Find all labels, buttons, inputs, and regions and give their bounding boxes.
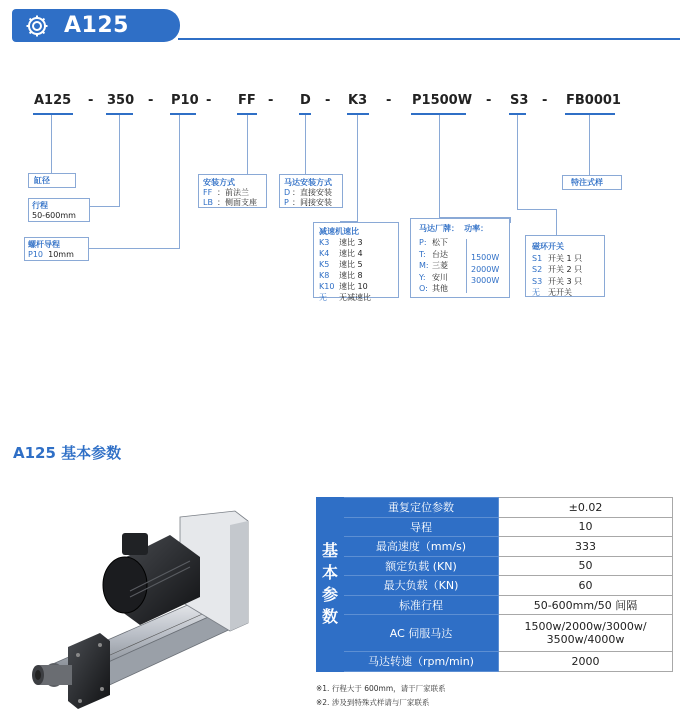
table-row bbox=[317, 595, 673, 615]
option-code: S1 bbox=[532, 253, 543, 263]
param-label: 最高速度（mm/s) bbox=[344, 537, 499, 557]
option-lead-box bbox=[24, 237, 89, 261]
footnote: ※2. 涉及到特殊式样请与厂家联系 bbox=[316, 698, 430, 707]
option-reducer-box bbox=[313, 222, 399, 302]
code-underline bbox=[347, 113, 369, 115]
option-title: 行程 bbox=[32, 201, 48, 210]
param-value: 50 bbox=[499, 556, 673, 576]
option-code: P bbox=[284, 198, 289, 207]
param-label: 重复定位参数 bbox=[344, 498, 499, 518]
table-row bbox=[317, 498, 673, 518]
option-code: S3 bbox=[532, 276, 543, 286]
param-value: 333 bbox=[499, 537, 673, 557]
code-mount: FF bbox=[238, 93, 256, 108]
code-reducer: K3 bbox=[348, 93, 368, 108]
option-power: 2000W bbox=[471, 264, 500, 274]
code-bore: A125 bbox=[34, 93, 72, 108]
param-value: 10 bbox=[499, 517, 673, 537]
option-desc: 速比 4 bbox=[339, 249, 363, 258]
option-special-box bbox=[562, 175, 622, 190]
connector bbox=[305, 115, 306, 174]
connector bbox=[439, 115, 440, 218]
code-underline bbox=[565, 113, 615, 115]
option-desc: 三菱 bbox=[432, 261, 448, 270]
option-desc: 速比 5 bbox=[339, 260, 363, 269]
option-desc: 台达 bbox=[432, 249, 448, 259]
code-dash: - bbox=[206, 93, 212, 108]
code-dash: - bbox=[148, 93, 154, 108]
option-value: 10mm bbox=[48, 250, 74, 259]
option-desc: 松下 bbox=[432, 238, 448, 247]
footnote: ※1. 行程大于 600mm，请于厂家联系 bbox=[316, 684, 446, 693]
table-row bbox=[317, 517, 673, 537]
option-code: K3 bbox=[319, 238, 330, 247]
option-code: O: bbox=[419, 284, 428, 293]
option-sep: ： bbox=[292, 188, 300, 197]
page-title: A125 bbox=[64, 13, 129, 38]
option-code: LB bbox=[203, 198, 213, 207]
code-stroke: 350 bbox=[107, 93, 135, 108]
code-motor-mount: D bbox=[300, 93, 311, 108]
option-code: K4 bbox=[319, 249, 330, 258]
option-desc: 侧面支座 bbox=[225, 198, 257, 207]
option-desc: 无减速比 bbox=[339, 293, 371, 302]
code-dash: - bbox=[386, 93, 392, 108]
table-row bbox=[317, 537, 673, 557]
connector bbox=[517, 209, 557, 210]
gear-icon bbox=[24, 13, 50, 39]
option-code: 无 bbox=[319, 293, 327, 302]
table-side-label: 基本参数 bbox=[317, 498, 344, 672]
code-underline bbox=[170, 113, 196, 115]
param-label: 额定负载 (KN) bbox=[344, 556, 499, 576]
option-title: 安装方式 bbox=[203, 178, 235, 187]
option-switch-box bbox=[525, 235, 605, 297]
connector bbox=[89, 248, 180, 249]
param-label: 最大负载（KN) bbox=[344, 576, 499, 596]
table-row bbox=[317, 556, 673, 576]
option-desc: 间接安装 bbox=[300, 198, 332, 207]
connector bbox=[517, 115, 518, 210]
params-table bbox=[316, 497, 673, 672]
table-row bbox=[317, 652, 673, 672]
code-lead: P10 bbox=[171, 93, 199, 108]
option-title: 减速机速比 bbox=[319, 227, 359, 236]
param-value: ±0.02 bbox=[499, 498, 673, 518]
param-value: 2000 bbox=[499, 652, 673, 672]
option-code: FF bbox=[203, 188, 213, 197]
option-mount-box bbox=[198, 174, 267, 208]
option-code: K10 bbox=[319, 282, 335, 291]
param-value: 1500w/2000w/3000w/ 3500w/4000w bbox=[499, 615, 673, 652]
option-motor-brand-box bbox=[410, 218, 510, 298]
code-dash: - bbox=[542, 93, 548, 108]
param-label: 标准行程 bbox=[344, 595, 499, 615]
connector bbox=[589, 115, 590, 175]
option-desc: 开关 3 只 bbox=[548, 276, 583, 286]
option-desc: 安川 bbox=[432, 272, 448, 282]
option-code: P: bbox=[419, 238, 427, 247]
header-divider bbox=[178, 38, 680, 40]
option-power: 3000W bbox=[471, 276, 500, 285]
param-label: AC 伺服马达 bbox=[344, 615, 499, 652]
option-desc: 开关 2 只 bbox=[548, 265, 583, 274]
code-dash: - bbox=[486, 93, 492, 108]
option-desc: 开关 1 只 bbox=[548, 253, 583, 263]
option-desc: 其他 bbox=[432, 284, 448, 293]
option-desc: 前法兰 bbox=[225, 188, 249, 197]
option-power: 1500W bbox=[471, 253, 500, 262]
connector bbox=[357, 115, 358, 222]
connector bbox=[51, 115, 52, 173]
option-code: P10 bbox=[28, 250, 44, 259]
option-desc: 速比 10 bbox=[339, 282, 368, 291]
option-power-title: 功率： bbox=[464, 224, 489, 233]
divider bbox=[466, 239, 467, 293]
actuator-image bbox=[30, 505, 300, 715]
param-value: 60 bbox=[499, 576, 673, 596]
option-desc: 直接安装 bbox=[300, 188, 332, 197]
code-dash: - bbox=[88, 93, 94, 108]
option-value: 50-600mm bbox=[32, 211, 76, 220]
option-motor-mount-box bbox=[279, 174, 343, 208]
connector bbox=[510, 217, 511, 223]
option-code: S2 bbox=[532, 265, 543, 274]
option-sep: ： bbox=[292, 198, 300, 207]
option-code: K5 bbox=[319, 260, 330, 269]
option-title: 螺杆导程 bbox=[28, 240, 60, 249]
option-bore-box bbox=[28, 173, 76, 188]
code-switch: S3 bbox=[510, 93, 529, 108]
option-title: 磁环开关 bbox=[532, 242, 564, 251]
param-value: 50-600mm/50 间隔 bbox=[499, 595, 673, 615]
connector bbox=[90, 206, 120, 207]
option-title: 马达厂牌： bbox=[419, 224, 459, 233]
option-desc: 速比 8 bbox=[339, 271, 363, 280]
option-code: K8 bbox=[319, 271, 330, 280]
option-code: D bbox=[284, 188, 291, 197]
option-desc: 速比 3 bbox=[339, 238, 363, 247]
code-motor: P1500W bbox=[412, 93, 473, 108]
code-dash: - bbox=[268, 93, 274, 108]
connector bbox=[556, 209, 557, 235]
param-label: 马达转速（rpm/min) bbox=[344, 652, 499, 672]
option-code: Y: bbox=[419, 272, 426, 282]
option-title: 马达安装方式 bbox=[284, 178, 332, 187]
connector bbox=[119, 115, 120, 207]
option-sep: ： bbox=[217, 198, 225, 207]
option-title: 缸径 bbox=[34, 176, 50, 185]
option-desc: 无开关 bbox=[548, 288, 572, 297]
option-title: 特注式样 bbox=[571, 178, 603, 187]
param-label: 导程 bbox=[344, 517, 499, 537]
option-code: 无 bbox=[532, 288, 540, 297]
code-underline bbox=[33, 113, 73, 115]
option-code: T: bbox=[419, 249, 426, 259]
option-stroke-box bbox=[28, 198, 90, 222]
table-row bbox=[317, 576, 673, 596]
option-code: M: bbox=[419, 261, 429, 270]
code-special: FB0001 bbox=[566, 93, 621, 108]
header-banner bbox=[12, 9, 180, 42]
section-title: A125 基本参数 bbox=[13, 444, 122, 462]
option-sep: ： bbox=[217, 188, 225, 197]
connector bbox=[179, 115, 180, 249]
table-row bbox=[317, 615, 673, 652]
code-dash: - bbox=[325, 93, 331, 108]
connector bbox=[247, 115, 248, 174]
